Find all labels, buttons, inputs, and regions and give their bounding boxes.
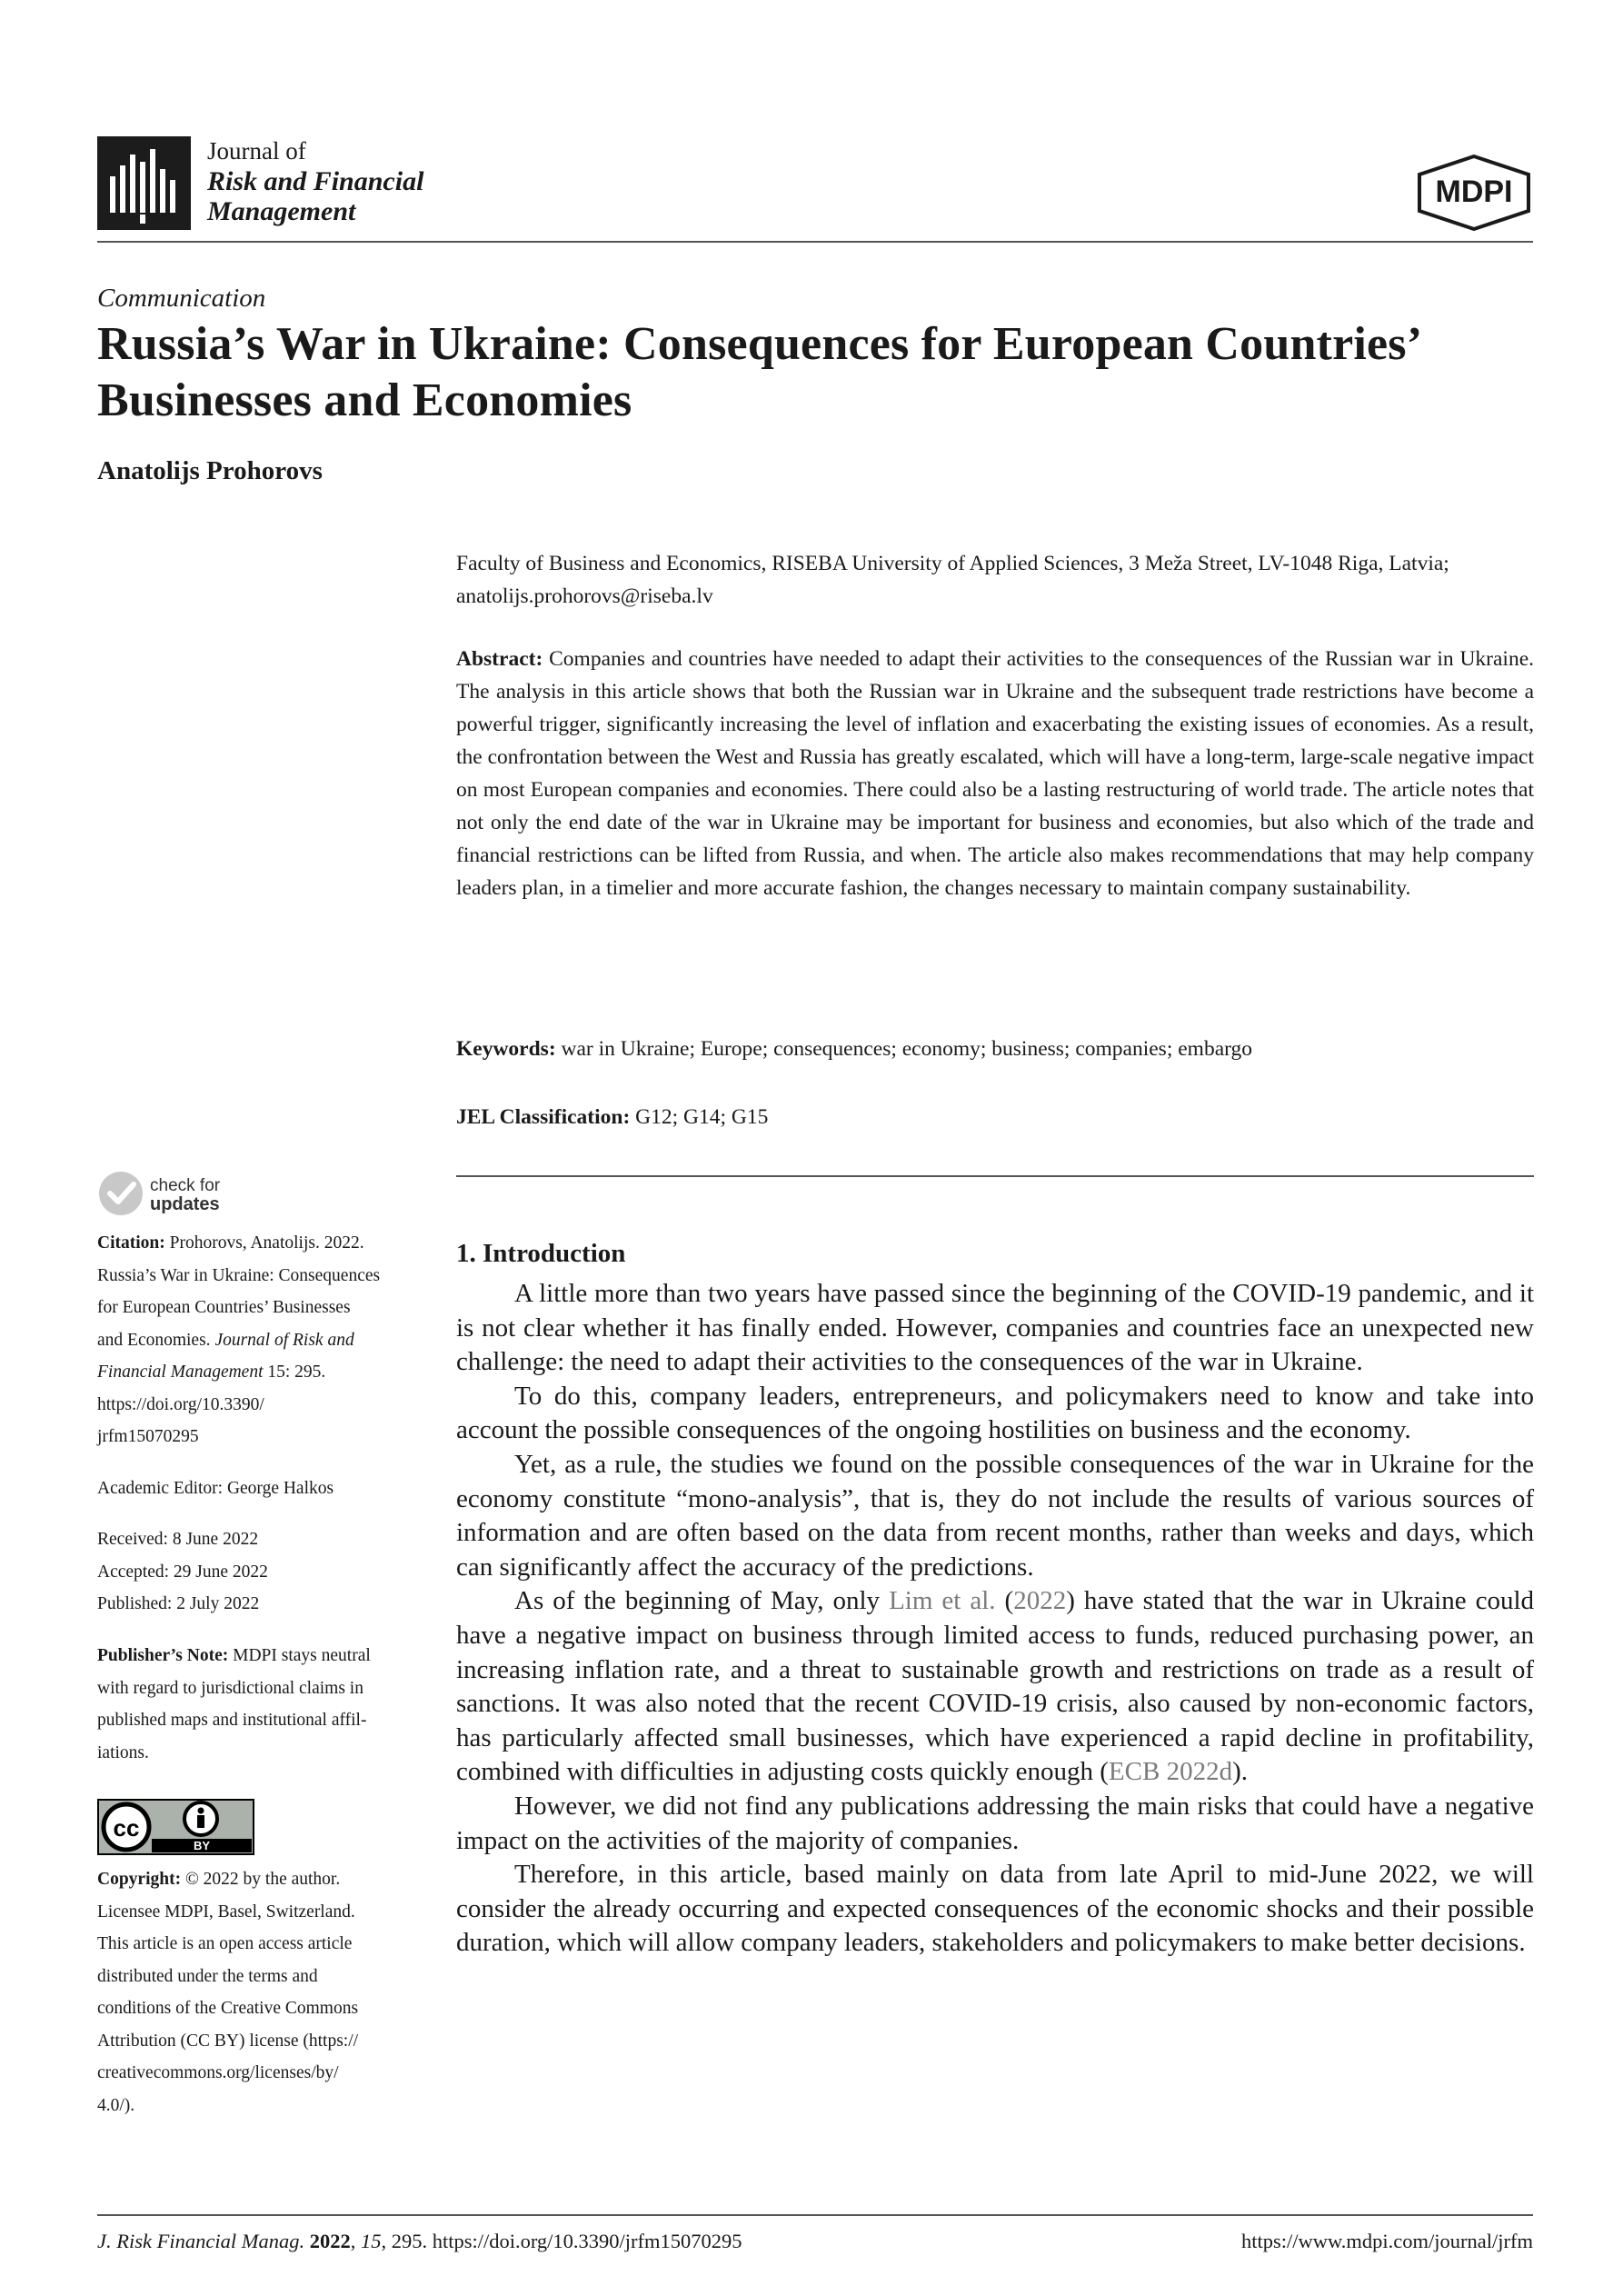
updates-text: updates (150, 1194, 220, 1214)
copyright-text: This article is an open access article (97, 1934, 353, 1953)
copyright-label: Copyright: (97, 1870, 182, 1889)
abstract (456, 643, 1534, 904)
copyright-text: conditions of the Creative Commons (97, 1999, 359, 2018)
publishers-note-text: with regard to jurisdictional claims in (97, 1678, 363, 1698)
check-for-text: check for (150, 1176, 221, 1195)
header-divider (97, 241, 1533, 243)
citation-doi-link[interactable]: jrfm15070295 (97, 1427, 199, 1446)
footer-journal-url[interactable]: https://www.mdpi.com/journal/jrfm (1240, 2230, 1533, 2252)
accepted-date: Accepted: 29 June 2022 (97, 1562, 268, 1582)
publication-dates (97, 1523, 417, 1621)
citation-doi-link[interactable]: https://doi.org/10.3390/ (97, 1394, 264, 1414)
footer-divider (97, 2214, 1533, 2216)
journal-name-line2: Risk and Financial (207, 166, 424, 196)
paragraph-text: ) have stated that the war in Ukraine could have a negative impact on business through limited access to funds, reduced purchasing power, an increasing inflation rate, and a threat to sustainable growth and restrictions on trade as a result of sanctions. It was also noted that the recent COVID-19 crisis, also caused by non-economic factors, has particularly affected small businesses, which have experienced a rapid decline in profitability, combined with difficulties in adjusting costs quickly enough ( (456, 1586, 1535, 1787)
section-heading: 1. Introduction (456, 1239, 626, 1268)
citation-link[interactable]: 2022 (1013, 1586, 1067, 1616)
keywords-label: Keywords: (456, 1037, 556, 1061)
svg-text:cc: cc (113, 1814, 140, 1842)
copyright-block (97, 1863, 417, 2121)
publishers-note-label: Publisher’s Note: (97, 1646, 229, 1665)
paragraph: To do this, company leaders, entrepreneurs, and policymakers need to know and take into account the possible consequences of the ongoing hostilities on business and the economy. (456, 1381, 1534, 1445)
citation-label: Citation: (97, 1233, 165, 1253)
citation-journal: Journal of Risk and (214, 1330, 354, 1350)
received-date: Received: 8 June 2022 (97, 1530, 259, 1549)
citation-page: 295. (294, 1363, 326, 1382)
copyright-text: Licensee MDPI, Basel, Switzerland. (97, 1902, 355, 1922)
citation-link[interactable]: ECB 2022d (1108, 1757, 1233, 1787)
citation-text: and Economies. (97, 1330, 211, 1350)
publishers-note (97, 1640, 417, 1769)
article-title (97, 316, 1551, 429)
affiliation (456, 547, 1534, 613)
paragraph-text: As of the beginning of May, only (514, 1586, 881, 1616)
paragraph (456, 1584, 1534, 1790)
citation-journal: Financial Management (97, 1363, 264, 1382)
cc-by-text: BY (193, 1839, 211, 1852)
academic-editor: Academic Editor: George Halkos (97, 1479, 334, 1498)
section-divider (456, 1175, 1534, 1177)
keywords-text: war in Ukraine; Europe; consequences; economy; business; companies; embargo (561, 1037, 1253, 1061)
citation-text: Prohorovs, Anatolijs. 2022. (169, 1233, 364, 1253)
paragraph: Yet, as a rule, the studies we found on the possible consequences of the war in Ukraine for the economy constitute “mono-analysis”, that is, they do not include the results of various sources of information and are often based on the data from recent months, rather than weeks and days, which can significantly affect the accuracy of the predictions. (456, 1449, 1534, 1582)
affiliation-line1: Faculty of Business and Economics, RISEBA University of Applied Sciences, 3 Meža Street, LV-1048 Riga, Latvia; (456, 552, 1449, 575)
footer-doi-link[interactable]: , 295. https://doi.org/10.3390/jrfm15070295 (381, 2230, 742, 2252)
footer-journal: J. Risk Financial Manag. (97, 2230, 305, 2252)
paragraph-text: ). (1232, 1757, 1248, 1787)
keywords (456, 1033, 1534, 1065)
cc-by-license-badge[interactable] (97, 1799, 254, 1855)
abstract-text: Companies and countries have needed to adapt their activities to the consequences of the Russian war in Ukraine. The analysis in this article shows that both the Russian war in Ukraine and the subsequent trade restrictions have become a powerful trigger, significantly increasing the level of inflation and exacerbating the existing issues of economies. As a result, the confrontation between the West and Russia has greatly escalated, which will have a long-term, large-scale negative impact on most European companies and economies. There could also be a lasting restructuring of world trade. The article notes that not only the end date of the war in Ukraine may be important for business and economies, but also which of the trade and financial restrictions can be lifted from Russia, and when. The article also makes recommendations that may help company leaders plan, in a timelier and more accurate fashion, the changes necessary to maintain company sustainability. (456, 647, 1535, 900)
publishers-note-text: published maps and institutional affil- (97, 1711, 367, 1730)
journal-name (207, 136, 423, 226)
paragraph: A little more than two years have passed since the beginning of the COVID-19 pandemic, and it is not clear whether it has finally ended. However, companies and countries face an unexpected new challenge: the need to adapt their activities to the consequences of the war in Ukraine. (456, 1279, 1534, 1377)
citation-text: Russia’s War in Ukraine: Consequences (97, 1265, 381, 1285)
citation-block (97, 1227, 417, 1453)
citation-link[interactable]: Lim et al. (889, 1586, 996, 1616)
mdpi-logo (1416, 155, 1532, 231)
footer-volume: 15 (360, 2230, 382, 2252)
author-name: Anatolijs Prohorovs (97, 456, 323, 485)
footer-citation: J. Risk Financial Manag. 2022, 15, 295. https://doi.org/10.3390/jrfm15070295 (97, 2230, 742, 2252)
check-for-updates-badge[interactable] (97, 1170, 252, 1217)
article-title-line2: Businesses and Economies (97, 374, 632, 426)
paragraph: Therefore, in this article, based mainly on data from late April to mid-June 2022, we will consider the already occurring and expected consequences of the economic shocks and their possible duration, which will allow company leaders, stakeholders and policymakers to make better decisions. (456, 1860, 1534, 1958)
journal-logo-icon (97, 136, 191, 230)
published-date: Published: 2 July 2022 (97, 1594, 260, 1613)
author-email[interactable]: anatolijs.prohorovs@riseba.lv (456, 584, 713, 608)
footer-year: 2022 (309, 2230, 351, 2252)
copyright-text: distributed under the terms and (97, 1966, 318, 1986)
publishers-note-text: MDPI stays neutral (233, 1646, 371, 1665)
abstract-label: Abstract: (456, 647, 543, 671)
copyright-text: 4.0/). (97, 2095, 135, 2115)
copyright-text: Attribution (CC BY) license (https:// (97, 2031, 359, 2051)
article-title-line1: Russia’s War in Ukraine: Consequences for European Countries’ (97, 318, 1423, 370)
article-type: Communication (97, 284, 266, 313)
citation-volume: 15: (267, 1363, 291, 1382)
jel-text: G12; G14; G15 (635, 1105, 769, 1129)
check-icon (99, 1172, 143, 1215)
jel-label: JEL Classification: (456, 1105, 631, 1129)
journal-name-line1: Journal of (207, 137, 306, 165)
copyright-text: © 2022 by the author. (184, 1870, 341, 1889)
jel-classification (456, 1101, 1534, 1133)
paragraph: However, we did not find any publications addressing the main risks that could have a negative impact on the activities of the majority of companies. (456, 1791, 1534, 1855)
journal-name-line3: Management (207, 196, 356, 226)
section-body (456, 1277, 1534, 1961)
publishers-note-text: iations. (97, 1742, 149, 1762)
license-link[interactable]: creativecommons.org/licenses/by/ (97, 2063, 339, 2082)
paragraph-text: ( (1004, 1586, 1014, 1616)
citation-text: for European Countries’ Businesses (97, 1298, 351, 1317)
mdpi-logo-text: MDPI (1435, 175, 1513, 209)
